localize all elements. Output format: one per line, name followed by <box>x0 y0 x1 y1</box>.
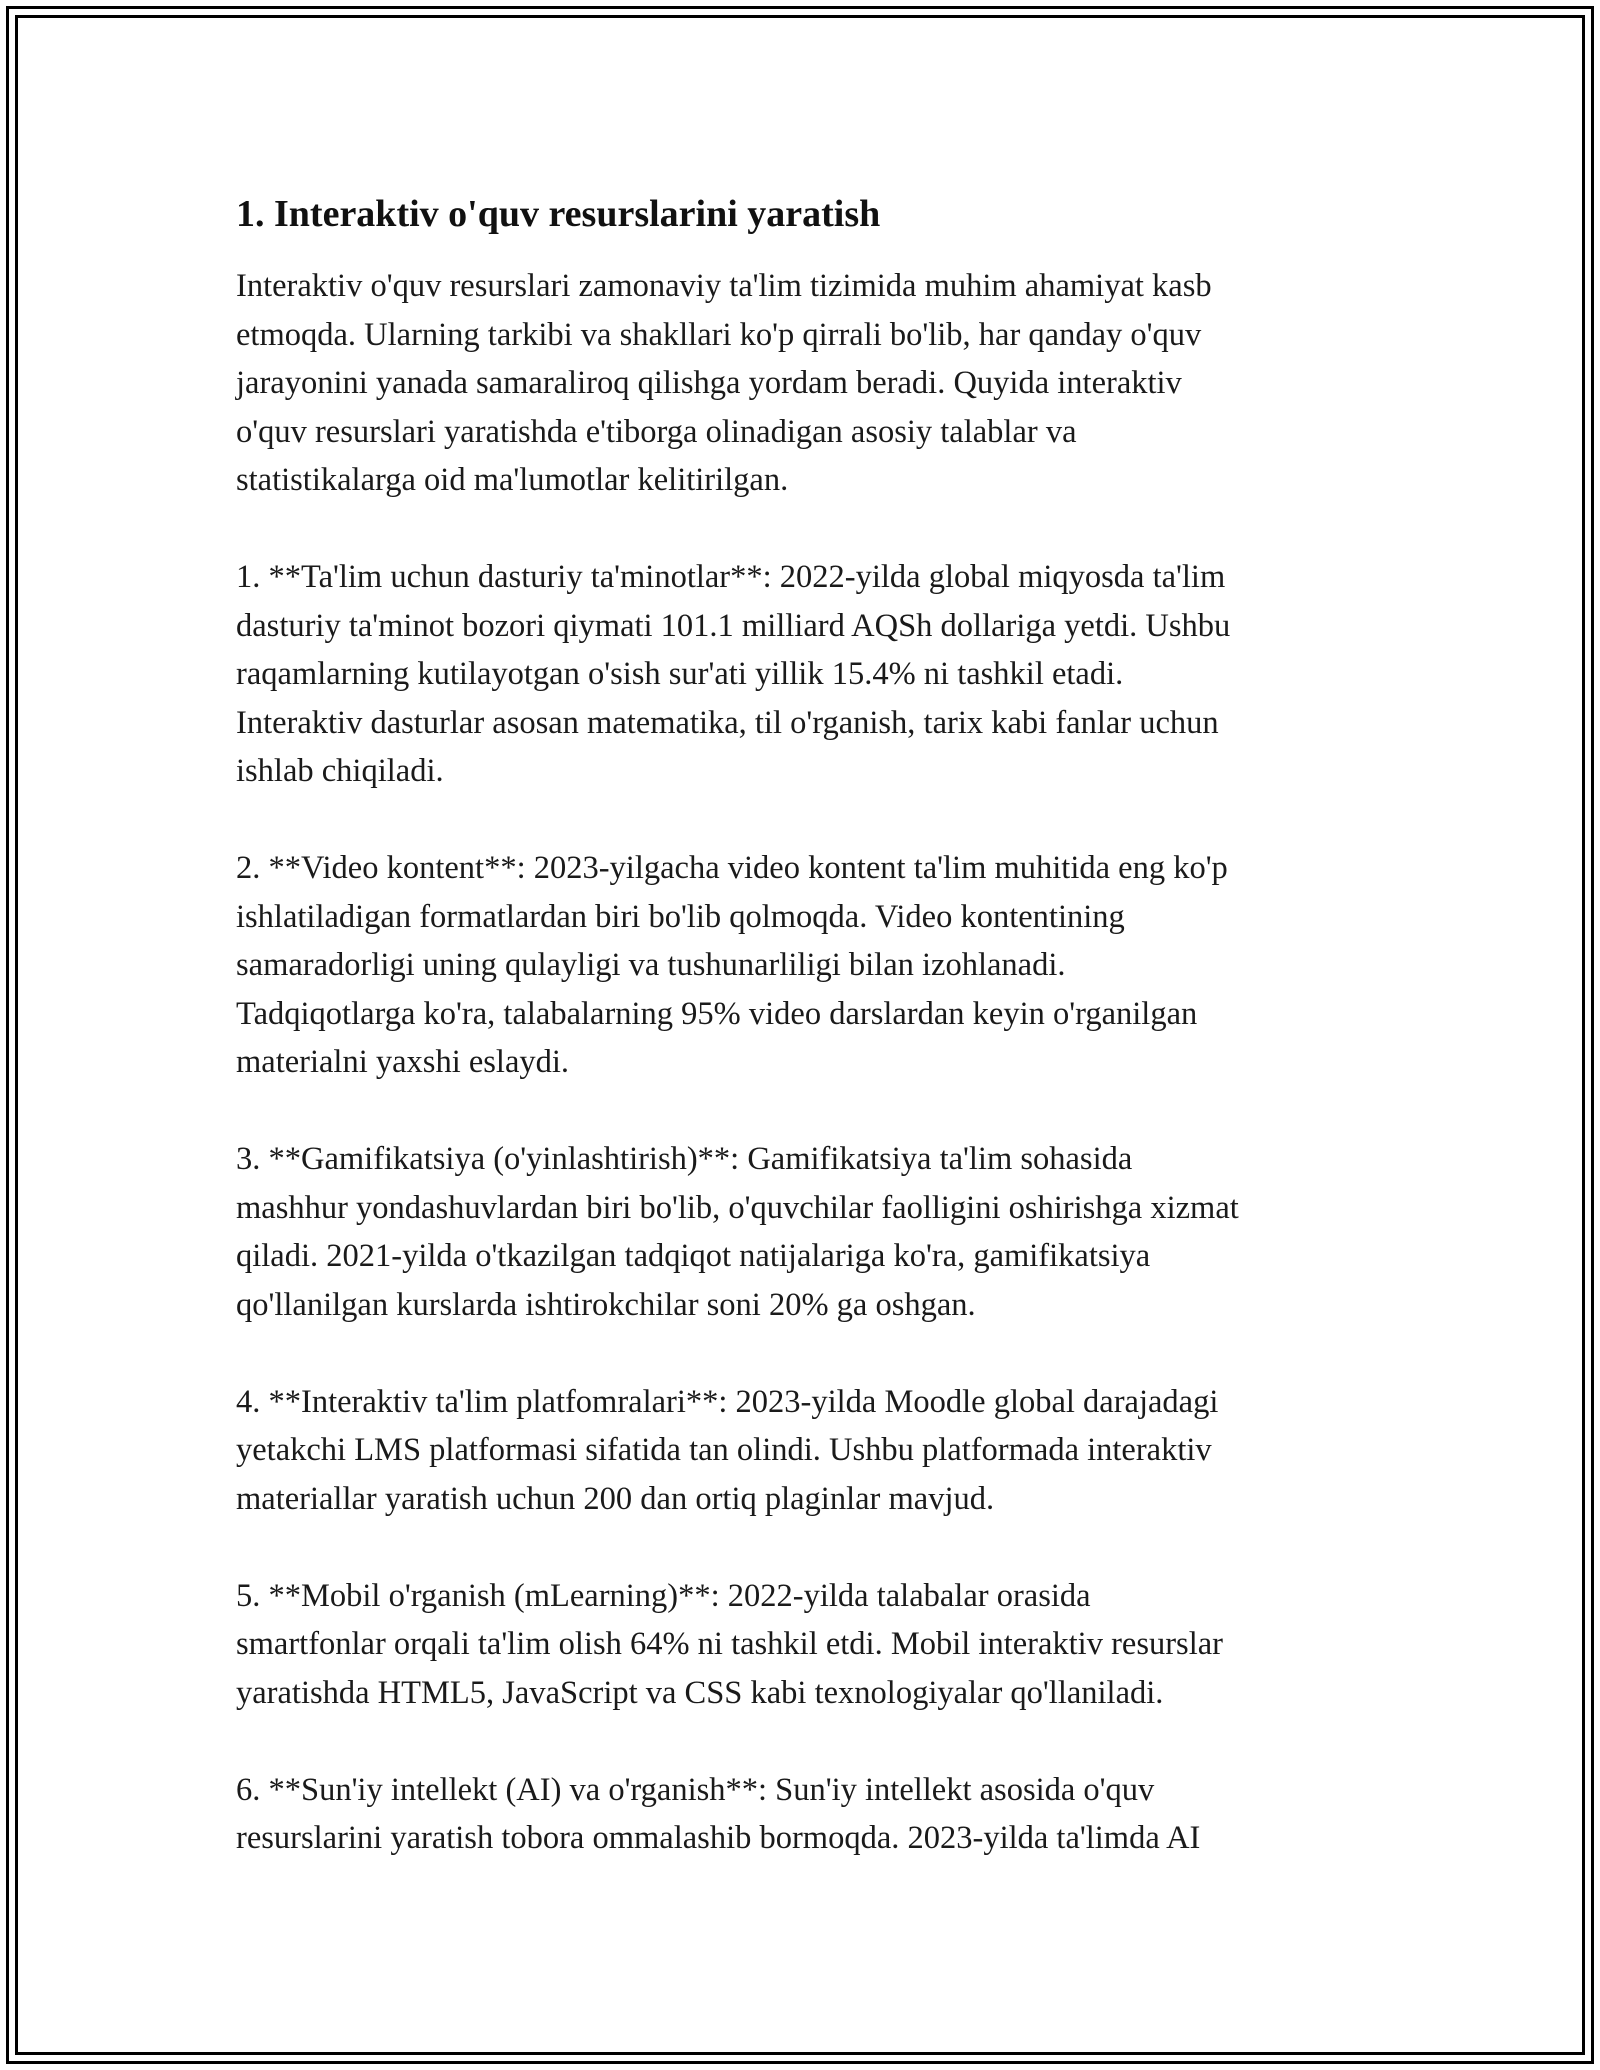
text-line: 6. **Sun'iy intellekt (AI) va o'rganish**: Sun'iy intellekt asosida o'quv <box>236 1771 1155 1808</box>
text-line: materialni yaxshi eslaydi. <box>236 1044 570 1080</box>
text-line: 3. **Gamifikatsiya (o'yinlashtirish)**: Gamifikatsiya ta'lim sohasida <box>236 1141 1133 1177</box>
section-heading: 1. Interaktiv o'quv resurslarini yaratish <box>236 193 881 235</box>
text-line: qo'llanilgan kurslarda ishtirokchilar soni 20% ga oshgan. <box>236 1286 976 1323</box>
text-line: mashhur yondashuvlardan biri bo'lib, o'quvchilar faolligini oshirishga xizmat <box>236 1189 1239 1226</box>
text-line: 2. **Video kontent**: 2023-yilgacha video kontent ta'lim muhitida eng ko'p <box>236 850 1228 886</box>
item-paragraph-1 <box>236 553 1386 796</box>
text-line: 5. **Mobil o'rganish (mLearning)**: 2022-yilda talabalar orasida <box>236 1577 1091 1614</box>
text-line: dasturiy ta'minot bozori qiymati 101.1 milliard AQSh dollariga yetdi. Ushbu <box>236 607 1231 644</box>
item-paragraph-2 <box>236 844 1386 1087</box>
item-paragraph-4 <box>236 1378 1386 1524</box>
text-line: qiladi. 2021-yilda o'tkazilgan tadqiqot natijalariga ko'ra, gamifikatsiya <box>236 1238 1151 1274</box>
item-paragraph-3 <box>236 1135 1386 1329</box>
text-line: o'quv resurslari yaratishda e'tiborga olinadigan asosiy talablar va <box>236 413 1077 450</box>
text-line: Tadqiqotlarga ko'ra, talabalarning 95% video darslardan keyin o'rganilgan <box>236 995 1198 1032</box>
text-line: 1. **Ta'lim uchun dasturiy ta'minotlar**: 2022-yilda global miqyosda ta'lim <box>236 559 1226 595</box>
text-line: statistikalarga oid ma'lumotlar kelitirilgan. <box>236 462 789 498</box>
text-line: ishlab chiqiladi. <box>236 753 444 789</box>
text-line: Interaktiv dasturlar asosan matematika, til o'rganish, tarix kabi fanlar uchun <box>236 704 1219 741</box>
text-line: ishlatiladigan formatlardan biri bo'lib qolmoqda. Video kontentining <box>236 898 1125 935</box>
intro-paragraph <box>236 262 1386 505</box>
item-paragraph-6 <box>236 1766 1386 1863</box>
text-line: raqamlarning kutilayotgan o'sish sur'ati yillik 15.4% ni tashkil etadi. <box>236 656 1124 692</box>
text-line: jarayonini yanada samaraliroq qilishga yordam beradi. Quyida interaktiv <box>236 365 1182 401</box>
text-line: etmoqda. Ularning tarkibi va shakllari ko'p qirrali bo'lib, har qanday o'quv <box>236 316 1202 353</box>
text-line: 4. **Interaktiv ta'lim platfomralari**: 2023-yilda Moodle global darajadagi <box>236 1383 1219 1420</box>
text-line: yaratishda HTML5, JavaScript va CSS kabi texnologiyalar qo'llaniladi. <box>236 1674 1164 1711</box>
text-line: smartfonlar orqali ta'lim olish 64% ni tashkil etdi. Mobil interaktiv resurslar <box>236 1626 1223 1662</box>
text-line: Interaktiv o'quv resurslari zamonaviy ta'lim tizimida muhim ahamiyat kasb <box>236 268 1212 304</box>
text-line: resurslarini yaratish tobora ommalashib bormoqda. 2023-yilda ta'limda AI <box>236 1820 1201 1856</box>
document-body <box>236 190 1386 1911</box>
text-line: samaradorligi uning qulayligi va tushunarliligi bilan izohlanadi. <box>236 947 1066 983</box>
text-line: yetakchi LMS platformasi sifatida tan olindi. Ushbu platformada interaktiv <box>236 1432 1212 1468</box>
text-line: materiallar yaratish uchun 200 dan ortiq plaginlar mavjud. <box>236 1480 995 1517</box>
item-paragraph-5 <box>236 1572 1386 1718</box>
